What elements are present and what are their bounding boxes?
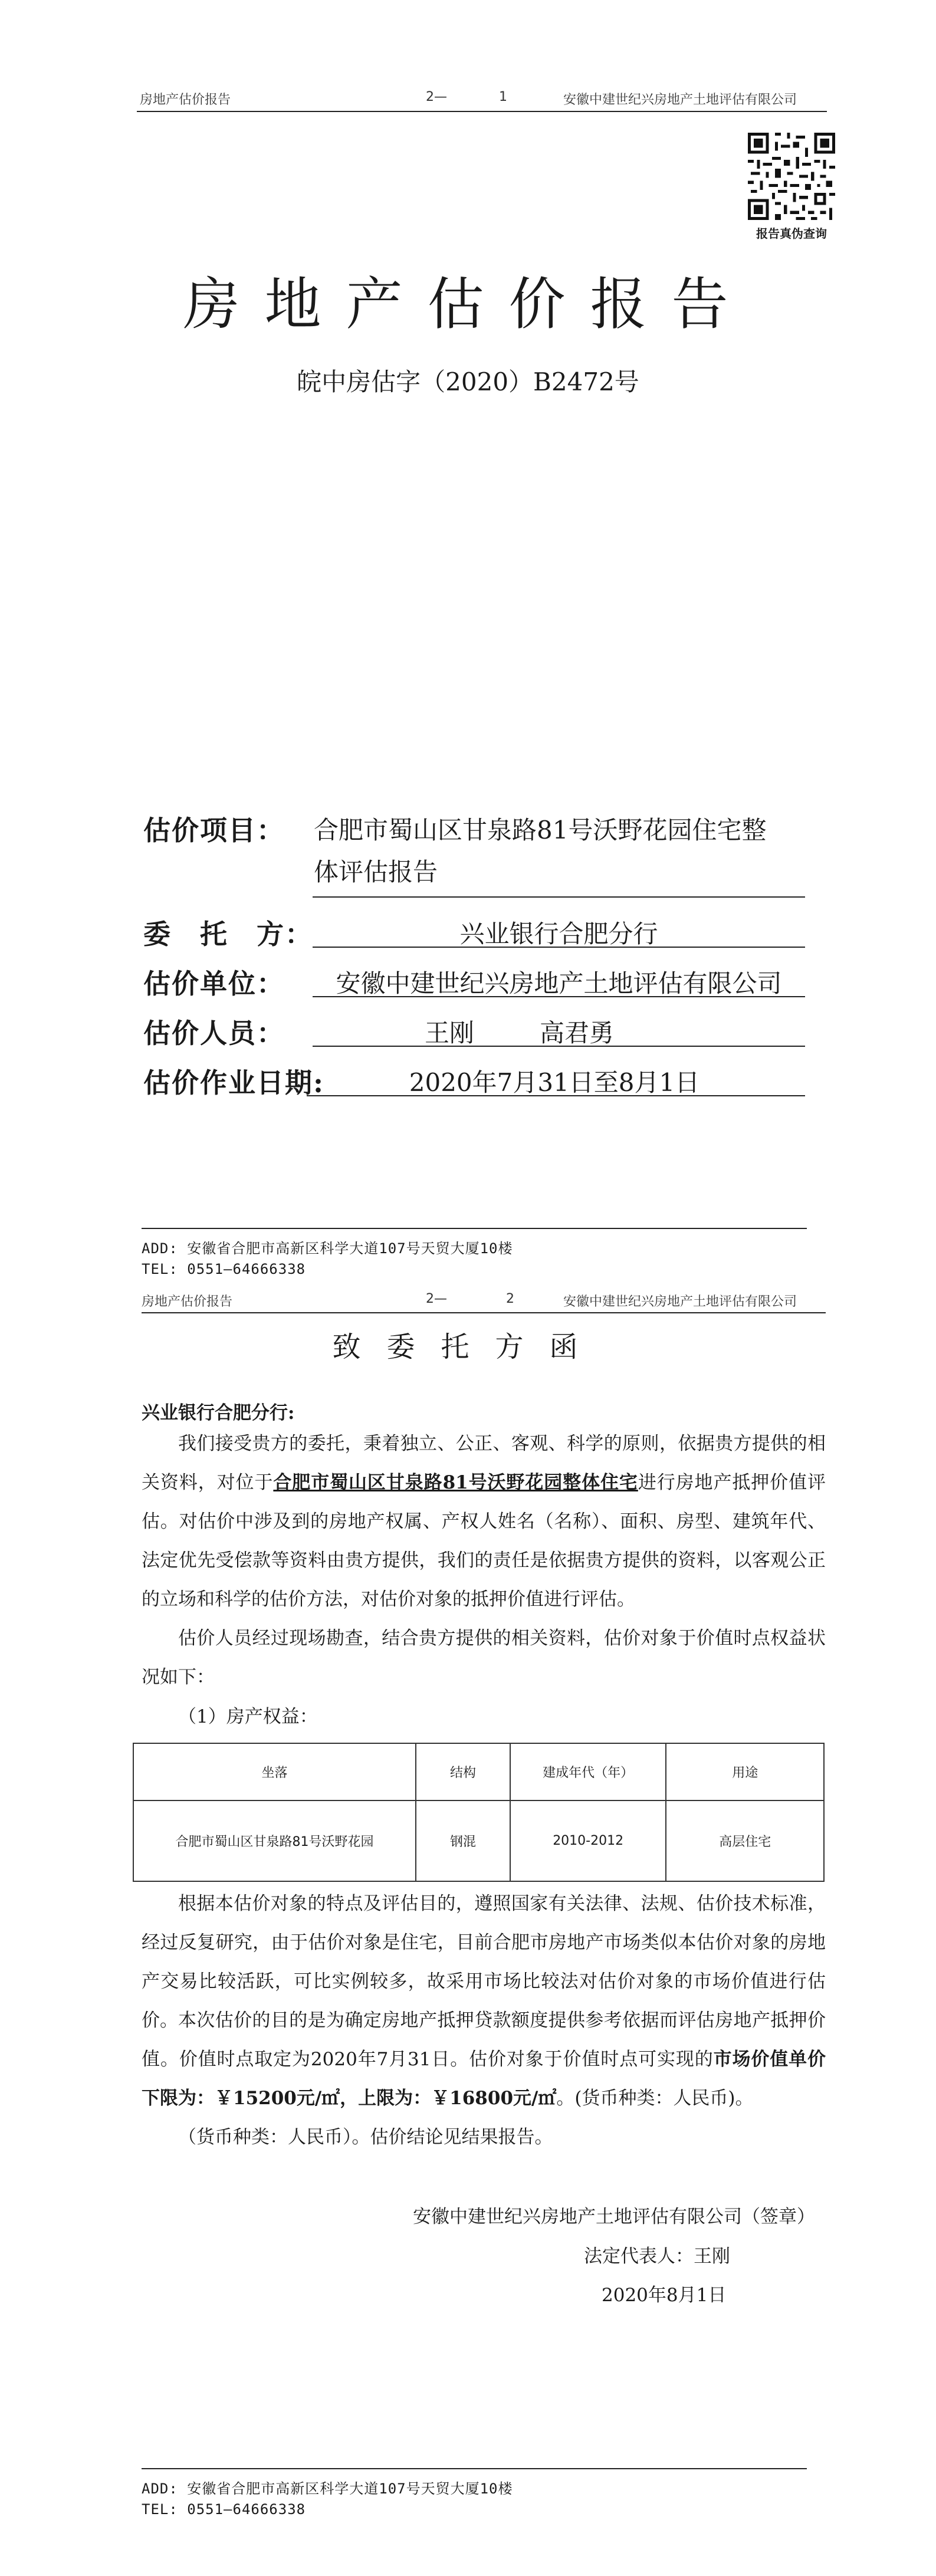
paragraph-6: （货币种类：人民币）。估价结论见结果报告。 <box>178 2127 553 2148</box>
project-underline <box>313 896 805 898</box>
salutation: 兴业银行合肥分行: <box>142 1402 295 1424</box>
paragraph-1 <box>142 1424 826 1619</box>
report-title: 房地产估价报告 <box>183 271 753 337</box>
signature-company: 安徽中建世纪兴房地产土地评估有限公司（签章） <box>413 2206 815 2227</box>
header-right: 安徽中建世纪兴房地产土地评估有限公司 <box>563 93 797 107</box>
header-page-total: 2— <box>426 90 447 104</box>
appraisers-underline <box>313 1046 805 1047</box>
paragraph-5-a: 本次估价的目的是为确定房地产抵押贷款额度提供参考依据而评估房地产抵押价值。价值时点取定为2020年7月31日。估价对象于价值时点可实现的 <box>142 2010 826 2070</box>
client-value: 兴业银行合肥分行 <box>459 919 658 948</box>
header-left: 房地产估价报告 <box>140 93 231 107</box>
table-header-cell: 坐落 <box>133 1743 416 1800</box>
property-rights-table <box>133 1743 825 1882</box>
footer-address: ADD: 安徽省合肥市高新区科学大道107号天贸大厦10楼 <box>142 2480 513 2497</box>
table-row <box>133 1800 824 1881</box>
footer-address: ADD: 安徽省合肥市高新区科学大道107号天贸大厦10楼 <box>142 1240 513 1257</box>
header-page-total: 2— <box>426 1292 447 1306</box>
header-rule <box>142 1312 826 1313</box>
table-header-cell: 用途 <box>666 1743 824 1800</box>
market-value-range: 市场价值单价下限为：￥15200元/㎡，上限为：￥16800元/㎡ <box>142 2049 826 2109</box>
unit-label: 估价单位： <box>143 968 285 1000</box>
paragraph-2: 估价人员经过现场勘查，结合贵方提供的相关资料，估价对象于价值时点权益状况如下： <box>142 1628 826 1688</box>
date-value: 2020年7月31日至8月1日 <box>409 1068 700 1097</box>
paragraph-4: 根据本估价对象的特点及评估目的，遵照国家有关法律、法规、估价技术标准，经过反复研究，由于估价对象是住宅，目前合肥市房地产市场类似本估价对象的房地产交易比较活跃，可比实例较多，故采用市场比较法对估价对象的市场价值进行估价。 <box>142 1893 826 2031</box>
paragraph-5-c: 。(货币种类：人民币)。 <box>556 2088 754 2109</box>
header-page-number: 1 <box>499 90 507 104</box>
header-right: 安徽中建世纪兴房地产土地评估有限公司 <box>563 1294 797 1309</box>
property-address: 合肥市蜀山区甘泉路81号沃野花园整体住宅 <box>273 1472 638 1493</box>
header-left: 房地产估价报告 <box>142 1294 233 1309</box>
table-header-row <box>133 1743 824 1800</box>
client-label: 委 托 方： <box>143 918 313 950</box>
report-number: 皖中房估字（2020）B2472号 <box>297 367 639 396</box>
footer-rule <box>142 2468 807 2469</box>
footer-tel: TEL: 0551—64666338 <box>142 2501 306 2518</box>
signature-date: 2020年8月1日 <box>602 2285 727 2306</box>
table-cell: 高层住宅 <box>666 1800 824 1881</box>
paragraph-3: （1）房产权益： <box>178 1706 318 1727</box>
footer-rule <box>142 1228 807 1229</box>
appraiser-2: 高君勇 <box>540 1018 615 1047</box>
footer-tel: TEL: 0551—64666338 <box>142 1261 306 1277</box>
paragraph-1-c: 进行房地产抵押价值评估。对估价中涉及到的房地产权属、产权人姓名（名称）、面积、房型、建筑年代、法定优先受偿款等资料由贵方提供，我们的责任是依据贵方提供的资料，以客观公正的立场和科学的估价方法，对估价对象的抵押价值进行评估。 <box>142 1472 826 1610</box>
header-rule <box>137 111 827 112</box>
appraiser-1: 王刚 <box>425 1018 475 1047</box>
qr-label: 报告真伪查询 <box>756 226 827 241</box>
table-cell: 钢混 <box>416 1800 510 1881</box>
project-label: 估价项目： <box>143 814 285 846</box>
header-page-number: 2 <box>506 1292 514 1306</box>
table-cell: 合肥市蜀山区甘泉路81号沃野花园 <box>133 1800 416 1881</box>
letter-title: 致委托方函 <box>332 1330 604 1363</box>
paragraph-5 <box>142 2001 826 2118</box>
table-header-cell: 建成年代（年） <box>510 1743 666 1800</box>
client-underline <box>313 947 805 948</box>
paragraph-1-a: 我们接受贵方的委托，秉着独立、公正、客观、科学的原则，依据贵方提供的相关资料，对位于 <box>142 1433 826 1493</box>
date-label: 估价作业日期: <box>143 1067 324 1099</box>
table-header-cell: 结构 <box>416 1743 510 1800</box>
project-value-line1: 合肥市蜀山区甘泉路81号沃野花园住宅整 <box>314 816 767 845</box>
table-cell: 2010-2012 <box>510 1800 666 1881</box>
unit-underline <box>313 996 805 997</box>
project-value-line2: 体评估报告 <box>314 857 438 886</box>
appraisers-label: 估价人员： <box>143 1017 285 1049</box>
date-underline <box>307 1095 805 1096</box>
qr-code-icon[interactable] <box>748 133 835 220</box>
signature-representative: 法定代表人：王刚 <box>584 2246 730 2267</box>
unit-value: 安徽中建世纪兴房地产土地评估有限公司 <box>336 969 782 998</box>
